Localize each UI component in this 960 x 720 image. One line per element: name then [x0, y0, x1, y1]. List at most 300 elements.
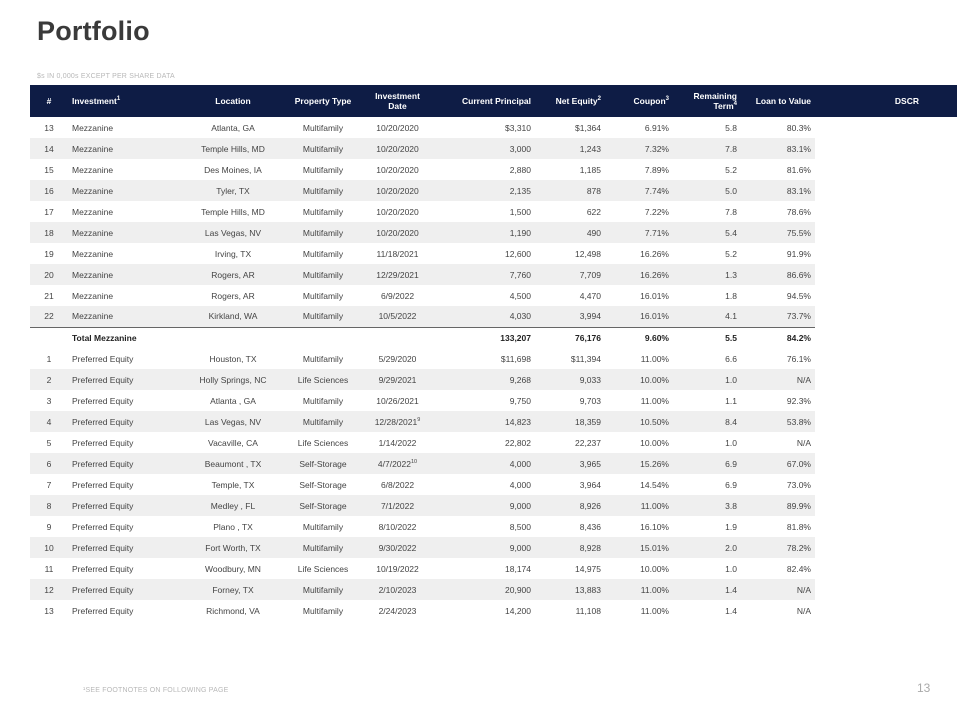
row-property-type: Multifamily	[302, 521, 344, 532]
table-row	[30, 306, 957, 327]
row-investment-date: 2/24/2023	[378, 605, 417, 616]
row-current-principal: 14,823	[435, 411, 535, 432]
row-property-type: Multifamily	[302, 164, 344, 175]
row-net-equity: 622	[586, 206, 601, 217]
row-remaining-term: 5.0	[673, 180, 741, 201]
row-net-equity: 1,243	[535, 138, 605, 159]
row-investment: Mezzanine	[72, 290, 114, 301]
table-row	[30, 558, 957, 579]
row-coupon: 11.00%	[640, 605, 669, 616]
row-location: Kirkland, WA	[180, 306, 286, 327]
row-dscr	[815, 432, 957, 453]
row-loan-to-value: 92.3%	[786, 395, 811, 406]
table-row	[30, 411, 957, 432]
row-investment-date: 10/20/2020	[360, 138, 435, 159]
row-investment-date: 12/28/2021$^9$	[360, 411, 435, 432]
row-num: 20	[30, 264, 68, 285]
row-coupon: 10.50%	[605, 411, 673, 432]
page-title: Portfolio	[37, 16, 150, 46]
row-dscr	[815, 369, 957, 390]
row-property-type: Multifamily	[286, 264, 360, 285]
row-loan-to-value: N/A	[741, 369, 815, 390]
row-net-equity: 878	[535, 180, 605, 201]
row-current-principal: 9,268	[435, 369, 535, 390]
row-loan-to-value: 53.8%	[741, 411, 815, 432]
row-location: Las Vegas, NV	[180, 222, 286, 243]
units-note: $s IN 0,000s EXCEPT PER SHARE DATA	[37, 73, 175, 80]
row-dscr	[815, 516, 957, 537]
row-current-principal: $3,310	[505, 122, 531, 133]
row-net-equity: 3,964	[579, 479, 601, 490]
row-coupon: 16.10%	[640, 521, 669, 532]
row-remaining-term: 8.4	[673, 411, 741, 432]
row-num: 3	[46, 395, 52, 406]
row-net-equity: 3,965	[535, 453, 605, 474]
row-coupon: 10.00%	[605, 369, 673, 390]
row-investment-date: 10/20/2020	[360, 180, 435, 201]
table-row	[30, 495, 957, 516]
row-investment-date: 10/19/2022	[376, 563, 419, 574]
row-investment-date: 10/20/2020	[376, 164, 419, 175]
total-location	[180, 327, 286, 348]
total-dscr	[815, 327, 957, 348]
row-net-equity: 8,928	[535, 537, 605, 558]
total-num	[30, 327, 68, 348]
header-property-type: Property Type	[294, 96, 352, 106]
row-coupon: 14.54%	[640, 479, 669, 490]
row-coupon: 16.26%	[605, 264, 673, 285]
total-coupon: 9.60%	[605, 327, 673, 348]
row-num: 7	[46, 479, 52, 490]
row-investment-date: 5/29/2020	[378, 353, 417, 364]
row-loan-to-value: 73.7%	[741, 306, 815, 327]
row-net-equity: 11,108	[575, 605, 601, 616]
row-investment: Preferred Equity	[72, 437, 134, 448]
row-dscr	[815, 138, 957, 159]
row-property-type: Multifamily	[286, 306, 360, 327]
table-row	[30, 600, 957, 621]
table-row	[30, 159, 957, 180]
row-num: 19	[44, 248, 54, 259]
row-investment: Preferred Equity	[72, 479, 134, 490]
row-location: Houston, TX	[209, 353, 257, 364]
row-remaining-term: 1.1	[725, 395, 737, 406]
row-coupon: 16.01%	[640, 290, 669, 301]
row-dscr	[815, 159, 957, 180]
row-investment-date: 9/30/2022	[360, 537, 435, 558]
row-num: 13	[44, 605, 54, 616]
row-property-type: Life Sciences	[286, 369, 360, 390]
row-investment: Mezzanine	[72, 206, 114, 217]
row-property-type: Self-Storage	[286, 495, 360, 516]
row-current-principal: 4,500	[509, 290, 531, 301]
row-property-type: Multifamily	[286, 138, 360, 159]
row-num: 2	[30, 369, 68, 390]
row-current-principal: 4,030	[435, 306, 535, 327]
row-net-equity: 14,975	[575, 563, 601, 574]
header-location: Location	[215, 96, 251, 106]
row-coupon: 10.00%	[640, 563, 669, 574]
row-location: Des Moines, IA	[204, 164, 262, 175]
row-current-principal: 9,750	[509, 395, 531, 406]
row-dscr	[815, 306, 957, 327]
footnote: ¹SEE FOOTNOTES ON FOLLOWING PAGE	[83, 687, 229, 694]
row-net-equity: 4,470	[579, 290, 601, 301]
table-row	[30, 474, 957, 495]
row-current-principal: 4,000	[435, 453, 535, 474]
row-num: 17	[44, 206, 54, 217]
row-remaining-term: 6.9	[673, 453, 741, 474]
row-remaining-term: 4.1	[673, 306, 741, 327]
row-investment-date: 1/14/2022	[378, 437, 417, 448]
row-dscr	[815, 264, 957, 285]
row-investment-date: 9/29/2021	[360, 369, 435, 390]
row-property-type: Multifamily	[302, 206, 344, 217]
row-loan-to-value: 89.9%	[741, 495, 815, 516]
total-equity: 76,176	[535, 327, 605, 348]
row-current-principal: 8,500	[509, 521, 531, 532]
row-investment-date: 10/5/2022	[360, 306, 435, 327]
row-dscr	[815, 453, 957, 474]
row-investment: Preferred Equity	[72, 563, 134, 574]
row-property-type: Multifamily	[286, 411, 360, 432]
row-coupon: 7.71%	[605, 222, 673, 243]
row-coupon: 16.26%	[640, 248, 669, 259]
table-row	[30, 432, 957, 453]
row-investment: Preferred Equity	[68, 411, 180, 432]
row-loan-to-value: 78.2%	[741, 537, 815, 558]
row-loan-to-value: N/A	[796, 605, 811, 616]
row-investment: Preferred Equity	[68, 537, 180, 558]
row-loan-to-value: 75.5%	[741, 222, 815, 243]
row-property-type: Multifamily	[286, 222, 360, 243]
row-current-principal: 7,760	[435, 264, 535, 285]
row-location: Rogers, AR	[180, 264, 286, 285]
row-loan-to-value: 80.3%	[786, 122, 811, 133]
row-current-principal: 1,190	[435, 222, 535, 243]
row-remaining-term: 1.8	[725, 290, 737, 301]
row-num: 5	[46, 437, 52, 448]
row-property-type: Multifamily	[286, 579, 360, 600]
row-investment: Mezzanine	[72, 164, 114, 175]
row-dscr	[815, 180, 957, 201]
table-row	[30, 222, 957, 243]
row-investment: Mezzanine	[68, 306, 180, 327]
row-location: Atlanta, GA	[211, 122, 255, 133]
row-coupon: 15.01%	[605, 537, 673, 558]
row-dscr	[815, 243, 957, 264]
header-num: #	[46, 96, 52, 106]
table-row	[30, 201, 957, 222]
row-investment-date: 2/10/2023	[360, 579, 435, 600]
row-current-principal: 14,200	[505, 605, 531, 616]
row-location: Irving, TX	[214, 248, 252, 259]
row-remaining-term: 5.2	[725, 248, 737, 259]
row-coupon: 7.22%	[644, 206, 669, 217]
row-dscr	[815, 495, 957, 516]
row-location: Richmond, VA	[206, 605, 260, 616]
row-investment: Preferred Equity	[68, 369, 180, 390]
row-net-equity: 8,926	[535, 495, 605, 516]
row-location: Woodbury, MN	[205, 563, 261, 574]
row-investment-date: 12/29/2021	[360, 264, 435, 285]
row-num: 14	[30, 138, 68, 159]
row-loan-to-value: 83.1%	[741, 180, 815, 201]
row-current-principal: 2,135	[435, 180, 535, 201]
row-current-principal: 9,000	[435, 537, 535, 558]
row-net-equity: 490	[535, 222, 605, 243]
row-property-type: Multifamily	[302, 353, 344, 364]
row-current-principal: 9,000	[435, 495, 535, 516]
row-investment-date: 6/8/2022	[380, 479, 415, 490]
table-row	[30, 117, 957, 138]
row-property-type: Multifamily	[302, 122, 344, 133]
total-ltv: 84.2%	[741, 327, 815, 348]
row-property-type: Self-Storage	[286, 453, 360, 474]
row-remaining-term: 5.4	[673, 222, 741, 243]
header-loan-to-value: Loan to Value	[755, 96, 811, 106]
row-property-type: Multifamily	[286, 180, 360, 201]
header-investment-date: Investment Date	[375, 91, 420, 111]
table-row	[30, 453, 957, 474]
row-location: Vacaville, CA	[208, 437, 258, 448]
row-num: 21	[44, 290, 54, 301]
row-property-type: Multifamily	[286, 537, 360, 558]
row-loan-to-value: 67.0%	[741, 453, 815, 474]
row-investment-date: 7/1/2022	[360, 495, 435, 516]
row-net-equity: 13,883	[535, 579, 605, 600]
row-current-principal: $11,698	[500, 353, 531, 364]
row-location: Forney, TX	[180, 579, 286, 600]
table-row	[30, 390, 957, 411]
row-loan-to-value: 94.5%	[786, 290, 811, 301]
row-loan-to-value: N/A	[796, 437, 811, 448]
row-loan-to-value: 86.6%	[741, 264, 815, 285]
row-investment: Preferred Equity	[68, 579, 180, 600]
row-coupon: 11.00%	[640, 353, 669, 364]
row-net-equity: 22,237	[575, 437, 601, 448]
row-net-equity: 9,033	[535, 369, 605, 390]
row-investment: Preferred Equity	[68, 453, 180, 474]
portfolio-table	[30, 85, 957, 621]
row-investment-date: 6/9/2022	[380, 290, 415, 301]
row-location: Tyler, TX	[180, 180, 286, 201]
row-net-equity: 9,703	[579, 395, 601, 406]
row-investment: Preferred Equity	[68, 495, 180, 516]
row-num: 16	[30, 180, 68, 201]
row-coupon: 11.00%	[640, 395, 669, 406]
row-coupon: 7.32%	[605, 138, 673, 159]
header-investment: Investment$^1$	[72, 96, 121, 106]
table-row	[30, 285, 957, 306]
row-loan-to-value: 73.0%	[786, 479, 811, 490]
row-location: Temple, TX	[211, 479, 255, 490]
row-coupon: 6.91%	[644, 122, 669, 133]
row-remaining-term: 6.9	[725, 479, 737, 490]
row-investment: Preferred Equity	[72, 521, 134, 532]
row-investment-date: 8/10/2022	[378, 521, 417, 532]
row-location: Temple Hills, MD	[201, 206, 265, 217]
row-investment-date: 4/7/2022$^{10}$	[360, 453, 435, 474]
row-num: 15	[44, 164, 54, 175]
row-num: 12	[30, 579, 68, 600]
row-investment: Mezzanine	[72, 122, 114, 133]
row-remaining-term: 1.9	[725, 521, 737, 532]
row-dscr	[815, 222, 957, 243]
header-coupon: Coupon$^3$	[633, 96, 669, 106]
row-remaining-term: 5.2	[725, 164, 737, 175]
row-remaining-term: 2.0	[673, 537, 741, 558]
total-label: Total Mezzanine	[68, 327, 180, 348]
row-property-type: Self-Storage	[299, 479, 347, 490]
row-location: Plano , TX	[213, 521, 253, 532]
row-remaining-term: 6.6	[725, 353, 737, 364]
row-num: 10	[30, 537, 68, 558]
row-dscr	[815, 411, 957, 432]
row-investment: Mezzanine	[68, 138, 180, 159]
row-remaining-term: 1.0	[725, 437, 737, 448]
row-investment: Preferred Equity	[72, 395, 134, 406]
row-current-principal: 2,880	[509, 164, 531, 175]
row-remaining-term: 1.0	[725, 563, 737, 574]
header-net-equity: Net Equity$^2$	[555, 96, 601, 106]
page-number: 13	[917, 681, 931, 695]
header-remaining-term: Remaining Term$^4$	[693, 91, 737, 111]
row-loan-to-value: 76.1%	[786, 353, 811, 364]
row-loan-to-value: 81.6%	[786, 164, 811, 175]
header-current-principal: Current Principal	[462, 96, 531, 106]
row-net-equity: 1,185	[579, 164, 601, 175]
table-row	[30, 348, 957, 369]
row-investment: Preferred Equity	[72, 353, 134, 364]
row-remaining-term: 1.4	[673, 579, 741, 600]
row-coupon: 10.00%	[640, 437, 669, 448]
row-loan-to-value: 91.9%	[786, 248, 811, 259]
row-num: 13	[44, 122, 54, 133]
row-investment-date: 11/18/2021	[376, 248, 419, 259]
row-loan-to-value: 78.6%	[786, 206, 811, 217]
row-current-principal: 12,600	[505, 248, 531, 259]
row-dscr	[815, 390, 957, 411]
row-net-equity: 7,709	[535, 264, 605, 285]
row-remaining-term: 3.8	[673, 495, 741, 516]
row-location: Las Vegas, NV	[180, 411, 286, 432]
row-location: Rogers, AR	[211, 290, 255, 301]
row-remaining-term: 1.3	[673, 264, 741, 285]
row-num: 9	[46, 521, 52, 532]
row-investment: Preferred Equity	[72, 605, 134, 616]
row-investment-date: 10/26/2021	[376, 395, 419, 406]
row-dscr	[815, 537, 957, 558]
row-coupon: 16.01%	[605, 306, 673, 327]
row-current-principal: 18,174	[505, 563, 531, 574]
row-num: 1	[46, 353, 52, 364]
row-dscr	[815, 600, 957, 621]
row-coupon: 11.00%	[605, 579, 673, 600]
row-dscr	[815, 117, 957, 138]
row-dscr	[815, 285, 957, 306]
total-mezzanine-row	[30, 327, 957, 348]
row-net-equity: 8,436	[579, 521, 601, 532]
row-current-principal: 4,000	[509, 479, 531, 490]
row-num: 8	[30, 495, 68, 516]
row-loan-to-value: 82.4%	[786, 563, 811, 574]
row-net-equity: 18,359	[535, 411, 605, 432]
table-row	[30, 243, 957, 264]
row-property-type: Multifamily	[302, 248, 344, 259]
row-location: Medley , FL	[180, 495, 286, 516]
row-investment: Mezzanine	[68, 222, 180, 243]
row-property-type: Multifamily	[302, 290, 344, 301]
row-property-type: Multifamily	[302, 605, 344, 616]
row-remaining-term: 5.8	[725, 122, 737, 133]
row-coupon: 15.26%	[605, 453, 673, 474]
table-row	[30, 537, 957, 558]
row-remaining-term: 7.8	[673, 138, 741, 159]
total-principal: 133,207	[435, 327, 535, 348]
row-loan-to-value: 81.8%	[786, 521, 811, 532]
row-net-equity: 3,994	[535, 306, 605, 327]
row-loan-to-value: 83.1%	[741, 138, 815, 159]
row-loan-to-value: N/A	[741, 579, 815, 600]
total-term: 5.5	[673, 327, 741, 348]
row-dscr	[815, 558, 957, 579]
row-property-type: Life Sciences	[297, 437, 349, 448]
row-num: 11	[44, 563, 54, 574]
row-current-principal: 1,500	[509, 206, 531, 217]
row-current-principal: 22,802	[505, 437, 531, 448]
row-num: 6	[30, 453, 68, 474]
row-location: Temple Hills, MD	[180, 138, 286, 159]
table-header	[30, 85, 957, 117]
row-coupon: 7.89%	[644, 164, 669, 175]
table-row	[30, 369, 957, 390]
row-current-principal: 3,000	[435, 138, 535, 159]
row-net-equity: $1,364	[575, 122, 601, 133]
row-dscr	[815, 474, 957, 495]
row-investment: Mezzanine	[68, 264, 180, 285]
row-num: 18	[30, 222, 68, 243]
row-remaining-term: 7.8	[725, 206, 737, 217]
row-dscr	[815, 579, 957, 600]
row-investment: Mezzanine	[72, 248, 114, 259]
header-dscr: DSCR	[894, 96, 919, 106]
row-investment-date: 10/20/2020	[376, 206, 419, 217]
row-dscr	[815, 348, 957, 369]
row-dscr	[815, 201, 957, 222]
row-coupon: 7.74%	[605, 180, 673, 201]
table-row	[30, 264, 957, 285]
row-investment-date: 10/20/2020	[376, 122, 419, 133]
table-row	[30, 516, 957, 537]
table-row	[30, 579, 957, 600]
row-property-type: Multifamily	[302, 395, 344, 406]
row-property-type: Life Sciences	[297, 563, 349, 574]
row-location: Atlanta , GA	[210, 395, 256, 406]
row-net-equity: 12,498	[575, 248, 601, 259]
total-date	[360, 327, 435, 348]
row-num: 4	[30, 411, 68, 432]
row-investment-date: 10/20/2020	[360, 222, 435, 243]
table-row	[30, 180, 957, 201]
row-location: Fort Worth, TX	[180, 537, 286, 558]
table-row	[30, 138, 957, 159]
total-type	[286, 327, 360, 348]
row-num: 22	[30, 306, 68, 327]
row-coupon: 11.00%	[605, 495, 673, 516]
row-net-equity: $11,394	[570, 353, 601, 364]
row-location: Beaumont , TX	[180, 453, 286, 474]
